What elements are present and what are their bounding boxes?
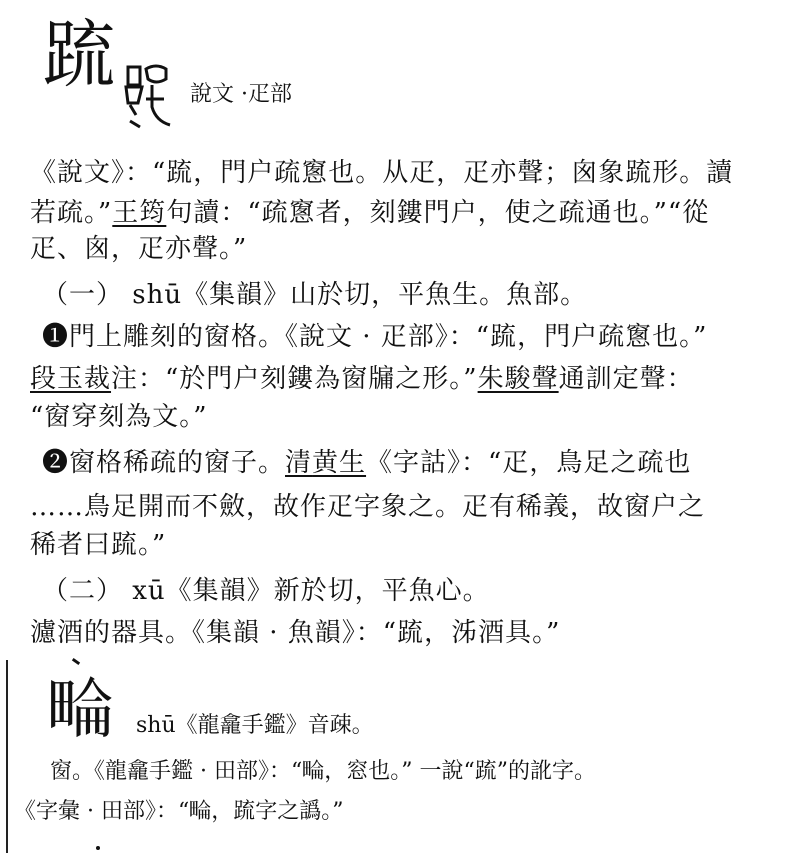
- proper-name: 朱駿聲: [477, 364, 559, 394]
- proper-name: 清: [285, 448, 313, 478]
- stray-mark: [72, 658, 80, 665]
- text-line: ❶門上雕刻的窗格。《說文 · 疋部》：“䟽，門户疏窻也。”: [42, 322, 708, 352]
- text-line: [30, 196, 709, 230]
- text-line: [30, 362, 694, 396]
- text-segment: 若疏。”: [30, 198, 113, 228]
- seal-script-glyph: [122, 55, 174, 129]
- proper-name: 黄生: [312, 448, 367, 478]
- text-segment: 《字詁》：“疋，鳥足之疏也: [366, 448, 692, 478]
- text-line: 稀者曰䟽。”: [30, 530, 167, 560]
- text-segment: ❷窗格稀疏的窗子。: [42, 448, 286, 478]
- text-line: “窗穿刻為文。”: [30, 402, 208, 432]
- text-line: 《字彙 · 田部》：“𤲕，䟽字之譌。”: [14, 799, 344, 824]
- text-segment: 句讀：“疏窻者，刻鏤門户，使之疏通也。”“從: [166, 198, 710, 228]
- proper-name: 王筠: [112, 198, 167, 228]
- text-line: shū《龍龕手鑑》音疎。: [136, 713, 374, 738]
- text-line: ……鳥足開而不斂，故作疋字象之。疋有稀義，故窗户之: [30, 492, 706, 522]
- margin-rule: [6, 660, 8, 853]
- text-line: 濾酒的器具。《集韻 · 魚韻》：“䟽，泲酒具。”: [30, 618, 561, 648]
- text-line: 窗。《龍龕手鑑 · 田部》：“𤲕，窓也。” 一說“䟽”的訛字。: [50, 759, 596, 784]
- source-label: 說文 ·疋部: [190, 82, 292, 107]
- text-line: （一） shū《集韻》山於切，平魚生。魚部。: [42, 280, 588, 310]
- stray-dot: [96, 846, 100, 850]
- headword-2: 𤲕: [48, 671, 114, 748]
- text-line: 疋、囪，疋亦聲。”: [30, 234, 248, 264]
- text-line: [42, 446, 691, 480]
- text-line: （二） xū《集韻》新於切，平魚心。: [42, 576, 490, 606]
- headword-1: 䟽: [42, 12, 116, 98]
- text-line: 《說文》：“䟽，門户疏窻也。从疋，疋亦聲；囪象䟽形。讀: [30, 158, 734, 188]
- proper-name: 段玉裁: [30, 364, 112, 394]
- text-segment: 通訓定聲：: [558, 364, 694, 394]
- text-segment: 注：“於門户刻鏤為窗牖之形。”: [111, 364, 478, 394]
